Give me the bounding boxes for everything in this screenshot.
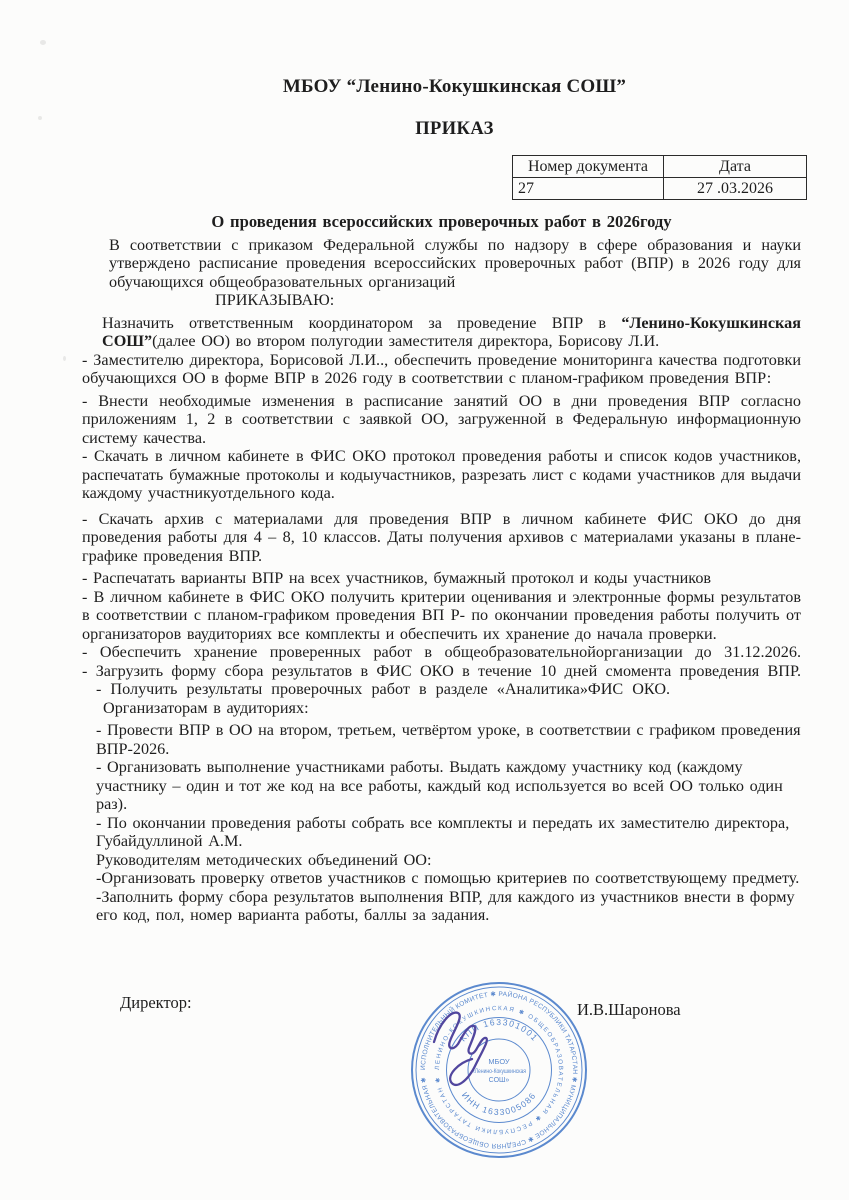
- table-header-date: Дата: [664, 156, 807, 178]
- stamp-center-line2: «Ленино-Кокушкинская: [472, 1069, 526, 1075]
- order-paragraph: - По окончании проведения работы собрать все комплекты и передать их заместителю директора, Губайдуллиной А.М.: [96, 813, 790, 850]
- stamp-center-line1: МБОУ: [488, 1057, 510, 1066]
- order-paragraph: -Организовать проверку ответов участников с помощью критериев по соответствующему предмету.: [96, 869, 800, 887]
- order-paragraph: ПРИКАЗЫВАЮ:: [215, 291, 335, 309]
- order-paragraph: Организаторам в аудиториях:: [103, 698, 309, 717]
- order-paragraph: В соответствии с приказом Федеральной службы по надзору в сфере образования и науки утверждено расписание проведения всероссийских проверочных работ (ВПР) в 2026 году для обучающихся общеобразовательных организаций: [109, 235, 801, 291]
- order-body: [82, 213, 801, 925]
- order-title: О проведения всероссийских проверочных работ в 2026году: [211, 212, 672, 231]
- scan-speck: [63, 356, 66, 361]
- order-paragraph: - Заместителю директора, Борисовой Л.И.., обеспечить проведение мониторинга качества подготовки обучающихся ОО в форме ВПР в 2026 году в соответствии с планом-графиком проведения ВПР:: [82, 350, 801, 387]
- document-type-heading: ПРИКАЗ: [415, 119, 494, 139]
- round-seal-stamp: [406, 980, 592, 1166]
- signoff-role-label: Директор:: [120, 993, 192, 1012]
- order-paragraph: - Распечатать варианты ВПР на всех участников, бумажный протокол и коды участников: [82, 569, 712, 587]
- stamp-center-line3: СОШ»: [488, 1077, 510, 1084]
- order-paragraph: -Заполнить форму сбора результатов выполнения ВПР, для каждого из участников внести в форму его код, пол, номер варианта работы, баллы за задания.: [96, 887, 795, 924]
- table-header-number: Номер документа: [513, 156, 664, 178]
- order-paragraph: - Получить результаты проверочных работ в разделе «Аналитика»ФИС ОКО.: [96, 680, 671, 698]
- stamp-outer-ring-text: ИСПОЛНИТЕЛЬНЫЙ КОМИТЕТ ✱ РАЙОНА РЕСПУБЛИКИ ТАТАРСТАН ✱ МУНИЦИПАЛЬНОЕ ✱ СРЕДНЯЯ ОБЩЕОБРАЗОВАТЕЛЬНАЯ ✱: [419, 990, 579, 1150]
- order-paragraph: Руководителям методических объединений ОО:: [96, 850, 432, 869]
- order-paragraph: - Скачать архив с материалами для проведения ВПР в личном кабинете ФИС ОКО до дня проведения работы для 4 – 8, 10 классов. Даты получения архивов с материалами указаны в плане-графике проведения ВПР.: [82, 509, 801, 565]
- stamp-inn-text: ИНН 1633005086: [459, 1090, 539, 1118]
- order-paragraph: - Скачать в личном кабинете в ФИС ОКО протокол проведения работы и список кодов участников, распечатать бумажные протоколы и кодыучастников, разрезать лист с кодами участников для выдачи каждому участникуотдельного кода.: [82, 447, 801, 502]
- order-paragraphs: [82, 236, 801, 925]
- order-paragraph: - Обеспечить хранение проверенных работ в общеобразовательнойорганизации до 31.12.2026.: [82, 643, 801, 661]
- stamp-kpp-text: КПП 163301001: [457, 1016, 541, 1044]
- order-paragraph: - Провести ВПР в ОО на втором, третьем, четвёртом уроке, в соответствии с графиком проведения ВПР-2026.: [96, 721, 801, 758]
- order-paragraph: - Организовать выполнение участниками работы. Выдать каждому участнику код (каждому участнику – один и тот же код на все работы, каждый код используется во всей ОО только один раз).: [96, 758, 783, 813]
- order-paragraph: - Внести необходимые изменения в расписание занятий ОО в дни проведения ВПР согласно приложениям 1, 2 в соответствии с заявкой ОО, загруженной в Федеральную информационную систему качества.: [82, 391, 801, 447]
- order-paragraph: Назначить ответственным координатором за проведение ВПР в “Ленино-Кокушкинская СОШ”(далее ОО) во втором полугодии заместителя директора, Борисову Л.И.: [102, 313, 801, 350]
- stamp-middle-ring-text: ЛЕНИНО-КОКУШКИНСКАЯ ✱ ОБЩЕОБРАЗОВАТЕЛЬНАЯ ✱ РЕСПУБЛИКИ ТАТАРСТАН ✱: [433, 1004, 565, 1136]
- document-date-value: 27 .03.2026: [664, 178, 807, 200]
- scan-speck: [40, 40, 46, 45]
- organization-name: МБОУ “Ленино-Кокушкинская СОШ”: [282, 76, 627, 97]
- order-paragraph: - Загрузить форму сбора результатов в ФИС ОКО в течение 10 дней смомента проведения ВПР.: [82, 661, 801, 680]
- document-number-table: [512, 155, 807, 200]
- order-paragraph: - В личном кабинете в ФИС ОКО получить критерии оценивания и электронные формы результатов в соответствии с планом-графиком проведения ВП Р- по окончании проведения работы получить от организаторов ваудиториях все комплекты и обеспечить их хранение до начала проверки.: [82, 587, 801, 643]
- signoff-director-name: И.В.Шаронова: [577, 1000, 681, 1019]
- document-number-value: 27: [513, 178, 664, 200]
